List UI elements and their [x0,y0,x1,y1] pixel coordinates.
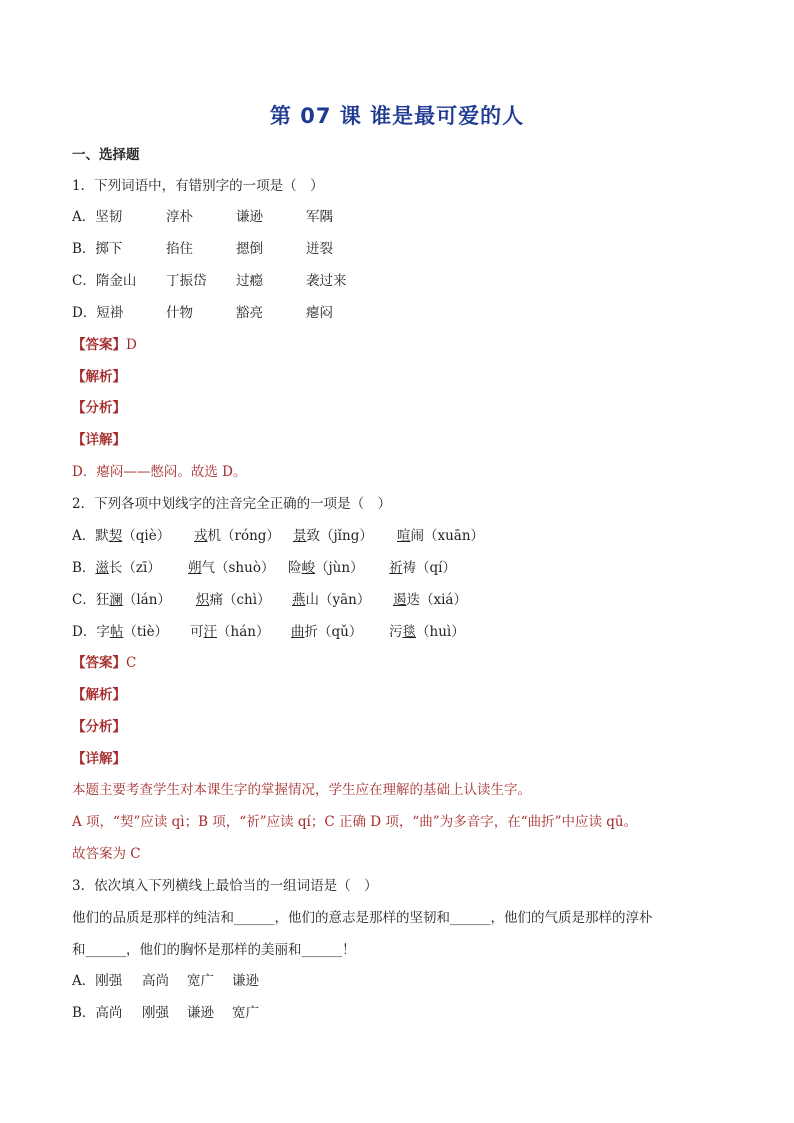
answer-value: D [126,337,137,353]
q3-a-3: 宽广 [187,973,214,989]
q1-c-1: C．隋金山 [72,273,137,289]
q2-c-u4: 遏 [393,592,407,608]
q3-b-1: B．高尚 [72,1005,123,1021]
q2-detail-2: A 项，“契”应读 qì；B 项，“祈”应读 qí；C 正确 D 项，“曲”为多音字，在“曲折”中应读 qū。 [72,814,638,830]
q2-option-a [72,527,484,545]
q2-c-u1: 澜 [109,592,123,608]
q1-c-4: 袭过来 [306,273,347,289]
q2-c-t3: 痛（chì） [209,592,271,608]
q2-detail-1: 本题主要考查学生对本课生字的掌握情况，学生应在理解的基础上认读生字。 [72,782,531,798]
q2-a-u3: 景 [293,528,307,544]
q2-d-u3: 曲 [291,624,305,640]
q2-b-t6: 祷（qí） [402,560,456,576]
q2-a-t4: 致（jǐng） [306,528,373,544]
q2-stem: 2．下列各项中划线字的注音完全正确的一项是（ ） [72,496,392,512]
q2-jiexi-label: 【解析】 [72,687,126,703]
q2-a-t5: 闹（xuān） [410,528,485,544]
q2-d-t6: 污 [389,624,403,640]
q2-c-u2: 炽 [196,592,210,608]
q3-b-2: 刚强 [142,1005,169,1021]
q2-d-t5: 折（qǔ） [304,624,363,640]
q3-a-4: 谦逊 [232,973,259,989]
q1-c-2: 丁振岱 [166,273,207,289]
q3-option-a [72,972,259,990]
q1-d-1: D．短褂 [72,305,124,321]
q1-fenxi-label: 【分析】 [72,400,126,416]
q2-c-t4: 山（yān） [305,592,371,608]
q3-a-2: 高尚 [142,973,169,989]
q2-c-u3: 燕 [292,592,306,608]
section-heading: 一、选择题 [72,147,140,163]
q2-b-t4: 险 [288,560,302,576]
q2-fenxi-label: 【分析】 [72,719,126,735]
q2-xiangjie-label: 【详解】 [72,751,126,767]
q1-a-2: 淳朴 [166,209,193,225]
q3-option-b [72,1004,259,1022]
q2-option-b [72,559,456,577]
q1-b-4: 迸裂 [306,241,333,257]
q1-a-1: A．坚韧 [72,209,123,225]
q1-a-3: 谦逊 [236,209,263,225]
q2-b-t1: B． [72,560,96,576]
q1-answer [72,336,137,354]
q1-a-4: 军隅 [306,209,333,225]
q2-c-t2: （lán） [122,592,171,608]
q2-c-t1: C．狂 [72,592,110,608]
q2-a-u4: 喧 [397,528,411,544]
q2-d-t4: （hán） [217,624,270,640]
q3-stem: 3．依次填入下列横线上最恰当的一组词语是（ ） [72,878,378,894]
q2-d-u2: 汗 [203,624,217,640]
q1-b-3: 摁倒 [236,241,263,257]
q1-option-a [72,208,333,226]
q1-c-3: 过瘾 [236,273,263,289]
q1-d-2: 什物 [166,305,193,321]
q2-c-t5: 迭（xiá） [406,592,467,608]
q2-d-t1: D．字 [72,624,110,640]
q2-option-c [72,591,467,609]
q2-a-u1: 契 [108,528,123,544]
q1-d-3: 豁亮 [236,305,263,321]
q1-b-2: 掐住 [166,241,193,257]
q3-text-2: 和______，他们的胸怀是那样的美丽和______！ [72,942,356,958]
q1-stem: 1．下列词语中，有错别字的一项是（ ） [72,178,324,194]
q3-a-1: A．刚强 [72,973,123,989]
q2-a-u2: 戎 [194,528,208,544]
q2-a-t1: A．默 [72,528,109,544]
q3-text-1: 他们的品质是那样的纯洁和______，他们的意志是那样的坚韧和______，他们的气质是那样的淳朴 [72,910,653,926]
q1-option-b [72,240,333,258]
q2-a-t2: （qiè） [122,528,171,544]
q2-d-t7: （huì） [416,624,465,640]
answer-value: C [126,655,137,671]
q2-b-u4: 祈 [389,560,403,576]
q2-b-u2: 朔 [188,560,202,576]
q2-b-u3: 峻 [301,560,315,576]
q1-xiangjie-label: 【详解】 [72,432,126,448]
q1-option-c [72,272,347,290]
q2-d-t2: （tiè） [123,624,169,640]
q2-d-u1: 帖 [109,624,124,640]
q1-jiexi-label: 【解析】 [72,369,126,385]
q2-detail-3: 故答案为 C [72,846,141,862]
q2-answer [72,654,136,672]
q2-d-t3: 可 [190,624,204,640]
q3-b-3: 谦逊 [187,1005,214,1021]
q2-option-d [72,623,465,641]
q1-option-d [72,304,333,322]
q1-detail: D．瘪闷——憋闷。故选 D。 [72,464,247,480]
q2-a-t3: 机（róng） [207,528,280,544]
q2-b-t3: 气（shuò） [201,560,275,576]
q3-b-4: 宽广 [232,1005,259,1021]
q2-b-t5: （jùn） [315,560,364,576]
page-title: 第 07 课 谁是最可爱的人 [269,104,525,128]
q2-b-t2: 长（zī） [108,560,161,576]
answer-label: 【答案】 [72,655,126,671]
answer-label: 【答案】 [72,337,126,353]
q1-d-4: 瘪闷 [306,305,333,321]
q2-d-u4: 毯 [402,624,416,640]
q2-b-u1: 滋 [95,560,109,576]
q1-b-1: B．掷下 [72,241,123,257]
